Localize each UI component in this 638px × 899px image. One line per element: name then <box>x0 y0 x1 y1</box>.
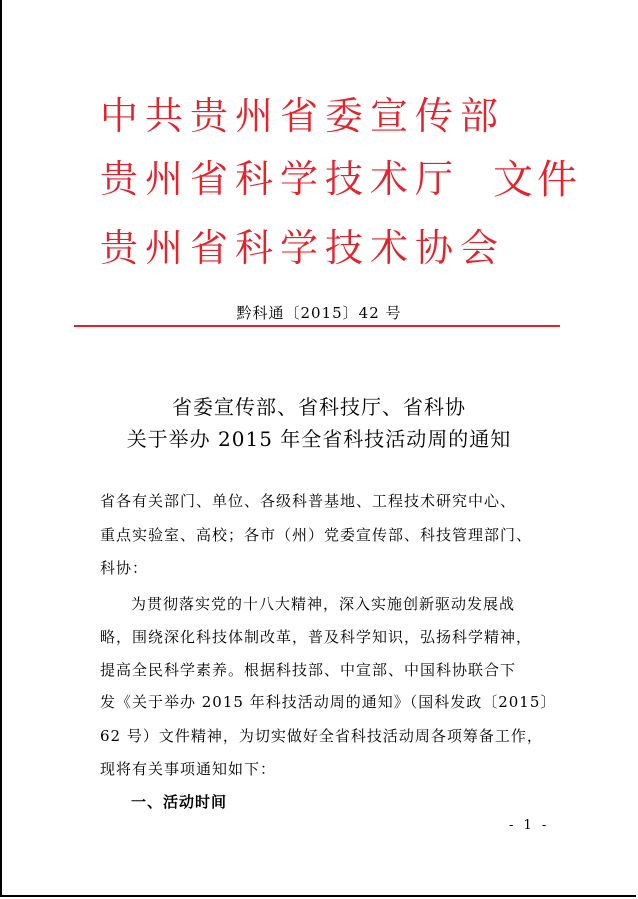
page-number: - 1 - <box>509 818 550 833</box>
paragraph-line-4: 发《关于举办 2015 年科技活动周的通知》（国科发政〔2015〕 <box>100 693 557 711</box>
document-title-line-1: 省委宣传部、省科技厅、省科协 <box>172 395 466 419</box>
issuing-org-3: 贵州省科学技术协会 <box>100 226 506 270</box>
paragraph-line-6: 现将有关事项通知如下： <box>100 760 277 778</box>
document-title-line-2: 关于举办 2015 年全省科技活动周的通知 <box>126 427 512 451</box>
section-heading: 一、活动时间 <box>131 793 228 811</box>
paragraph-line-2: 略，围绕深化科技体制改革，普及科学知识，弘扬科学精神， <box>100 628 533 646</box>
document-number: 黔科通〔2015〕42 号 <box>236 304 402 322</box>
paragraph-line-3: 提高全民科学素养。根据科技部、中宣部、中国科协联合下 <box>100 661 517 679</box>
recipients-line-2: 重点实验室、高校；各市（州）党委宣传部、科技管理部门、 <box>100 526 533 544</box>
recipients-line-1: 省各有关部门、单位、各级科普基地、工程技术研究中心、 <box>100 492 517 510</box>
recipients-line-3: 科协： <box>100 559 149 577</box>
issuing-org-1: 中共贵州省委宣传部 <box>100 94 506 138</box>
document-label: 文件 <box>493 157 581 203</box>
issuing-org-2: 贵州省科学技术厅 <box>100 157 461 201</box>
red-divider-line <box>74 325 560 327</box>
paragraph-line-5: 62 号）文件精神，为切实做好全省科技活动周各项筹备工作， <box>100 727 543 745</box>
paragraph-line-1: 为贯彻落实党的十八大精神，深入实施创新驱动发展战 <box>131 595 516 613</box>
